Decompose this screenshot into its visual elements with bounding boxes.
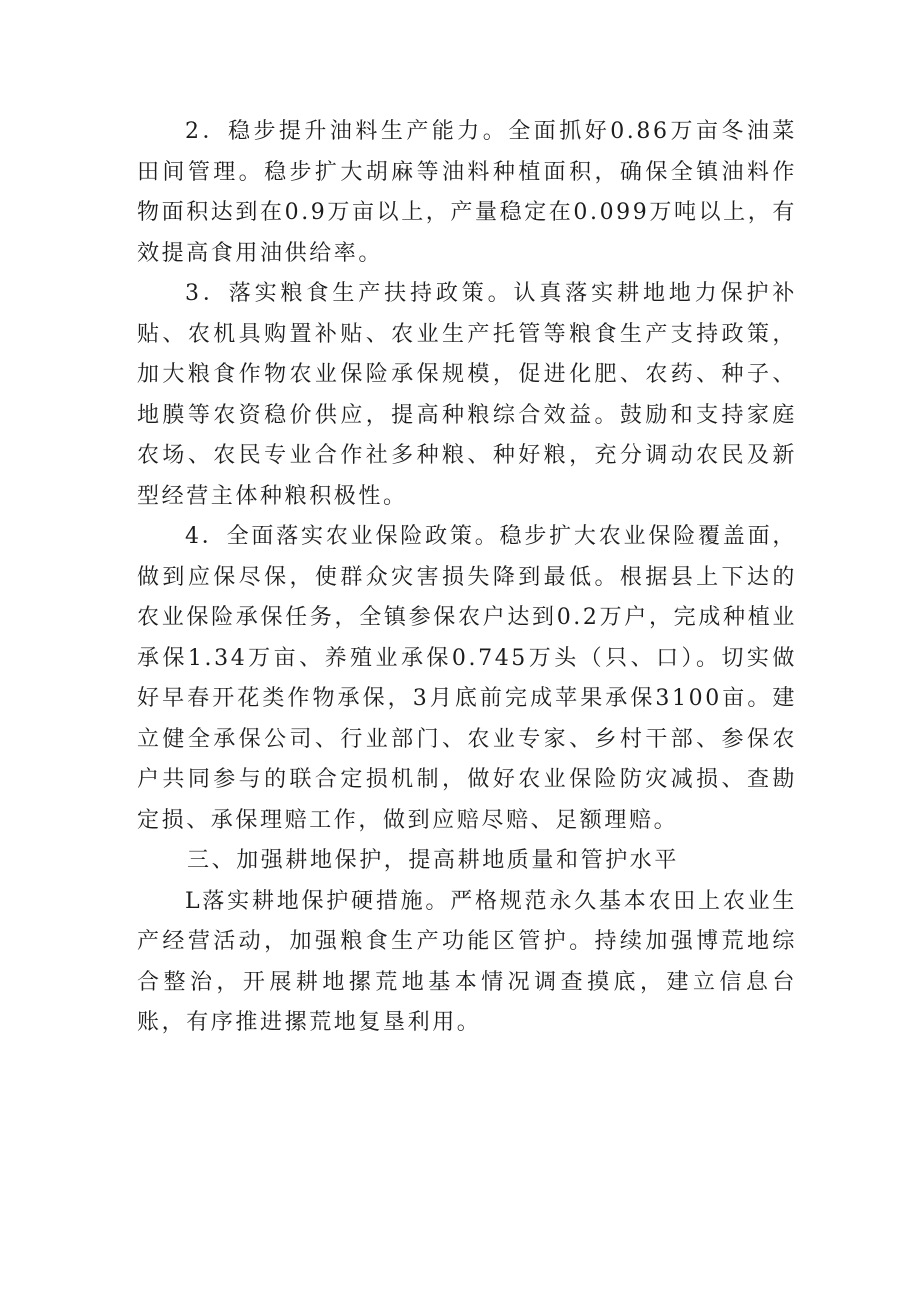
section-heading-farmland-protection: 三、加强耕地保护，提高耕地质量和管护水平 (187, 848, 680, 873)
paragraph-farmland-protection-measures: L落实耕地保护硬措施。严格规范永久基本农田上农业生产经营活动，加强粮食生产功能区管护。持续加强博荒地综合整治，开展耕地摞荒地基本情况调查摸底，建立信息台账，有序推进摞荒地复垦利用。 (137, 888, 797, 1035)
paragraph-agricultural-insurance: 4．全面落实农业保险政策。稳步扩大农业保险覆盖面，做到应保尽保，使群众灾害损失降到最低。根据县上下达的农业保险承保任务，全镇参保农户达到0.2万户，完成种植业承保1.34万亩、养殖业承保0.745万头（只、口）。切实做好早春开花类作物承保，3月底前完成苹果承保3100亩。建立健全承保公司、行业部门、农业专家、乡村干部、参保农户共同参与的联合定损机制，做好农业保险防灾减损、查勘定损、承保理赔工作，做到应赔尽赔、足额理赔。 (137, 524, 797, 833)
paragraph-grain-support-policy: 3．落实粮食生产扶持政策。认真落实耕地地力保护补贴、农机具购置补贴、农业生产托管等粮食生产支持政策，加大粮食作物农业保险承保规模，促进化肥、农药、种子、地膜等农资稳价供应，提高种粮综合效益。鼓励和支持家庭农场、农民专业合作社多种粮、种好粮，充分调动农民及新型经营主体种粮积极性。 (137, 281, 797, 509)
document-body (137, 112, 797, 1044)
paragraph-oilseed-production: 2．稳步提升油料生产能力。全面抓好0.86万亩冬油菜田间管理。稳步扩大胡麻等油料种植面积，确保全镇油料作物面积达到在0.9万亩以上，产量稳定在0.099万吨以上，有效提高食用油供给率。 (137, 119, 797, 266)
